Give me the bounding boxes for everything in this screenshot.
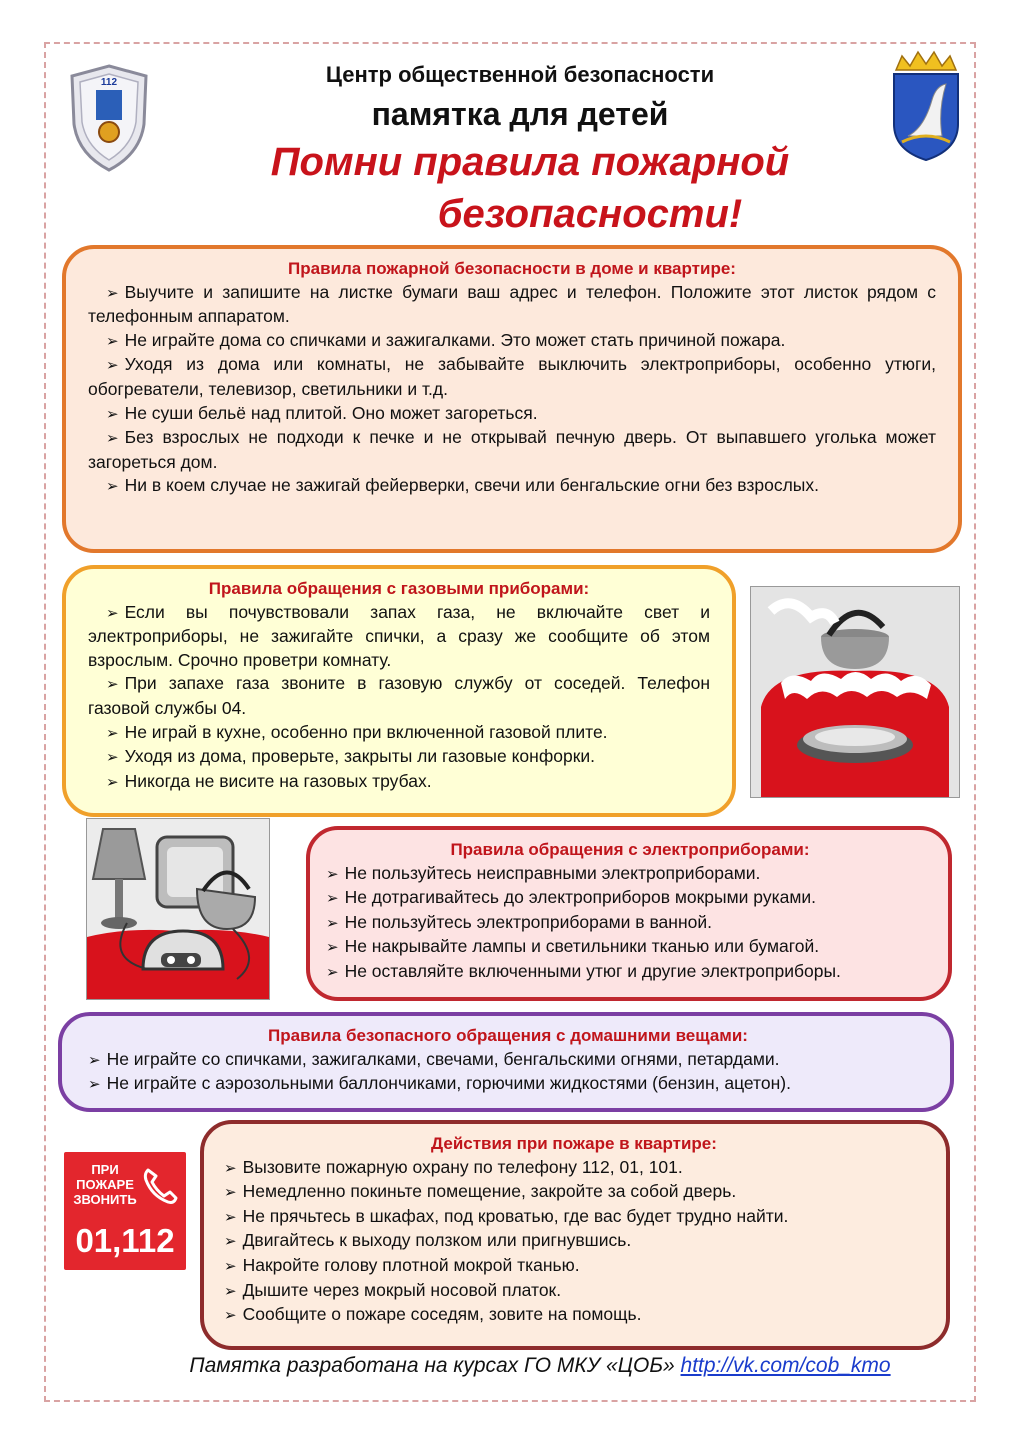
list-item: ➢ Не играйте дома со спичками и зажигалками. Это может стать причиной пожара.	[106, 329, 786, 350]
fire-call-sign	[64, 1152, 186, 1270]
list-item: ➢ Уходя из дома, проверьте, закрыты ли газовые конфорки.	[106, 746, 595, 767]
list-item: ➢ Вызовите пожарную охрану по телефону 112, 01, 101.	[224, 1156, 683, 1177]
arrow-bullet-icon: ➢	[224, 1233, 237, 1251]
list-item: ➢ Сообщите о пожаре соседям, зовите на помощь.	[224, 1304, 642, 1325]
list-item: ➢ Никогда не висите на газовых трубах.	[106, 770, 432, 791]
list-item: ➢ Дышите через мокрый носовой платок.	[224, 1279, 562, 1300]
page-subtitle: памятка для детей	[371, 96, 669, 132]
arrow-bullet-icon: ➢	[106, 478, 119, 496]
list-item: ➢ Не прячьтесь в шкафах, под кроватью, где вас будет трудно найти.	[224, 1205, 789, 1226]
arrow-bullet-icon: ➢	[224, 1307, 237, 1325]
arrow-bullet-icon: ➢	[106, 405, 119, 423]
arrow-bullet-icon: ➢	[106, 430, 119, 448]
list-item: ➢ Не дотрагивайтесь до электроприборов мокрыми руками.	[326, 887, 817, 908]
rule-list	[88, 601, 710, 795]
list-item: ➢ Выучите и запишите на листке бумаги ваш адрес и телефон. Положите этот листок рядом с телефонным аппаратом.	[88, 281, 936, 327]
arrow-bullet-icon: ➢	[326, 890, 339, 908]
arrow-bullet-icon: ➢	[326, 914, 339, 932]
footer-text: Памятка разработана на курсах ГО МКУ «ЦОБ»	[189, 1354, 675, 1377]
arrow-bullet-icon: ➢	[106, 749, 119, 767]
page-title-line2: безопасности!	[437, 192, 743, 236]
list-item: ➢ Не пользуйтесь электроприборами в ванной.	[326, 911, 712, 932]
arrow-bullet-icon: ➢	[224, 1282, 237, 1300]
footer	[100, 1354, 980, 1378]
arrow-bullet-icon: ➢	[326, 865, 339, 883]
section-title: Правила безопасного обращения с домашними вещами:	[268, 1026, 748, 1045]
section-electric	[306, 826, 952, 1001]
arrow-bullet-icon: ➢	[106, 773, 119, 791]
list-item: ➢ Накройте голову плотной мокрой тканью.	[224, 1254, 580, 1275]
logo-number: 112	[100, 77, 118, 88]
list-item: ➢ Не суши бельё над плитой. Оно может загореться.	[106, 402, 538, 423]
arrow-bullet-icon: ➢	[106, 357, 119, 375]
list-item: ➢ Не играйте со спичками, зажигалками, свечами, бенгальскими огнями, петардами.	[88, 1048, 780, 1069]
list-item: ➢ Уходя из дома или комнаты, не забывайте выключить электроприборы, особенно утюги, обогреватели, телевизор, светильники и т.д.	[88, 354, 936, 399]
arrow-bullet-icon: ➢	[88, 1051, 101, 1069]
section-title: Действия при пожаре в квартире:	[431, 1134, 717, 1153]
list-item: ➢ Не накрывайте лампы и светильники тканью или бумагой.	[326, 936, 820, 957]
page-title-line1: Помни правила пожарной	[270, 140, 790, 184]
arrow-bullet-icon: ➢	[224, 1208, 237, 1226]
arrow-bullet-icon: ➢	[106, 332, 119, 350]
appliances-icon	[86, 818, 270, 1000]
list-item: ➢ Если вы почувствовали запах газа, не включайте свет и электроприборы, не зажигайте спички, а сразу же сообщите об этом взрослым. Срочно проветри комнату.	[88, 601, 710, 670]
list-item: ➢ Двигайтесь к выходу ползком или пригнувшись.	[224, 1230, 632, 1251]
list-item: ➢ Не пользуйтесь неисправными электроприборами.	[326, 862, 761, 883]
arrow-bullet-icon: ➢	[224, 1159, 237, 1177]
page-title	[140, 136, 920, 240]
rule-list	[88, 281, 936, 499]
list-item: ➢ Не играй в кухне, особенно при включенной газовой плите.	[106, 721, 608, 742]
rule-list	[326, 862, 934, 985]
list-item: ➢ Без взрослых не подходи к печке и не открывай печную дверь. От выпавшего уголька может загореться дом.	[88, 427, 936, 472]
sign-number: 01,112	[75, 1222, 175, 1259]
section-title: Правила пожарной безопасности в доме и квартире:	[288, 259, 736, 278]
section-home	[62, 245, 962, 553]
arrow-bullet-icon: ➢	[106, 284, 119, 302]
org-name: Центр общественной безопасности	[325, 62, 715, 87]
list-item: ➢ При запахе газа звоните в газовую службу от соседей. Телефон газовой службы 04.	[88, 673, 710, 718]
list-item: ➢ Не играйте с аэрозольными баллончиками, горючими жидкостями (бензин, ацетон).	[88, 1073, 791, 1094]
arrow-bullet-icon: ➢	[224, 1257, 237, 1275]
section-fire-actions	[200, 1120, 950, 1350]
arrow-bullet-icon: ➢	[88, 1076, 101, 1094]
arrow-bullet-icon: ➢	[106, 604, 119, 622]
rule-list	[224, 1156, 924, 1328]
section-household	[58, 1012, 954, 1112]
arrow-bullet-icon: ➢	[326, 963, 339, 981]
sign-line1: ПРИ	[91, 1162, 119, 1177]
list-item: ➢ Не оставляйте включенными утюг и другие электроприборы.	[326, 960, 841, 981]
gas-stove-kettle-icon	[750, 586, 960, 798]
section-gas	[62, 565, 736, 817]
arrow-bullet-icon: ➢	[224, 1184, 237, 1202]
phone-icon	[142, 1166, 178, 1211]
rule-list	[88, 1048, 928, 1097]
arrow-bullet-icon: ➢	[326, 939, 339, 957]
arrow-bullet-icon: ➢	[106, 676, 119, 694]
section-title: Правила обращения с электроприборами:	[450, 840, 810, 859]
list-item: ➢ Немедленно покиньте помещение, закройте за собой дверь.	[224, 1181, 737, 1202]
section-title: Правила обращения с газовыми приборами:	[208, 579, 590, 598]
arrow-bullet-icon: ➢	[106, 724, 119, 742]
sign-line2: ПОЖАРЕ	[76, 1177, 134, 1192]
list-item: ➢ Ни в коем случае не зажигай фейерверки, свечи или бенгальские огни без взрослых.	[106, 475, 819, 496]
sign-line3: ЗВОНИТЬ	[73, 1192, 137, 1207]
footer-link[interactable]: http://vk.com/cob_kmo	[680, 1354, 891, 1377]
